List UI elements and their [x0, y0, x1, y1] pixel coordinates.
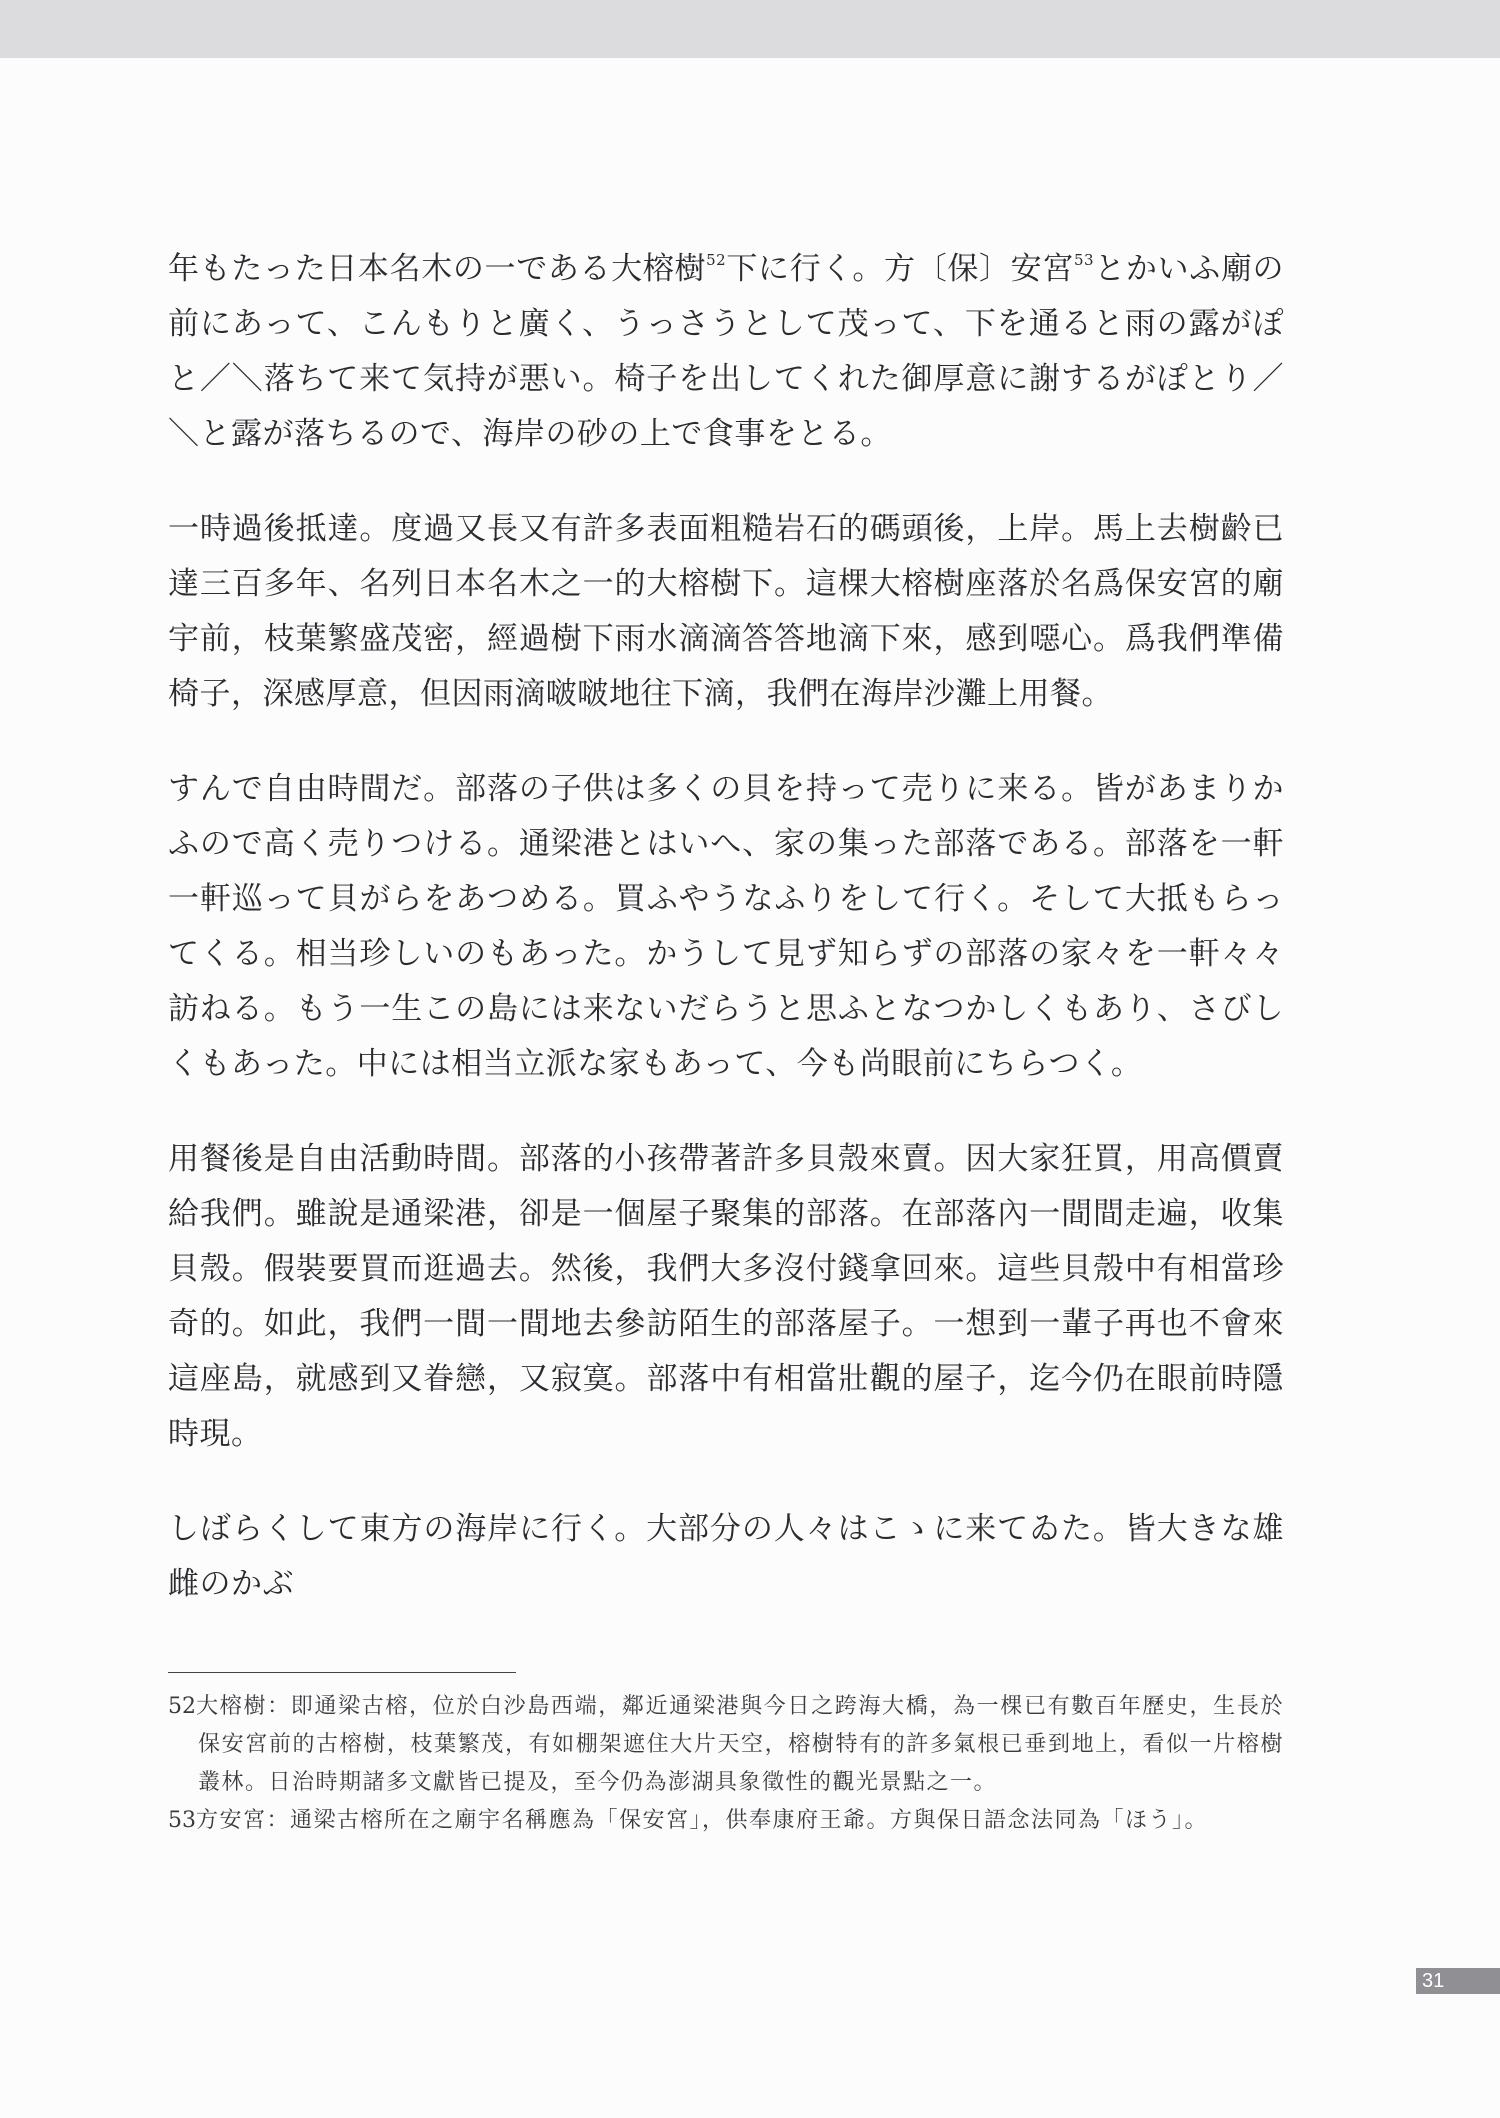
paragraph-chinese-2 [168, 1132, 1284, 1462]
footnote-52 [168, 1688, 1284, 1802]
footnote-text: 方安宮：通梁古榕所在之廟宇名稱應為「保安宮」，供奉康府王爺。方與保日語念法同為「ほう」。 [196, 1808, 1209, 1833]
text-segment: すんで自由時間だ。部落の子供は多くの貝を持って売りに来る。皆があまりかふので高く売りつける。通梁港とはいへ、家の集った部落である。部落を一軒一軒巡って貝がらをあつめる。買ふやうなふりをして行く。そして大抵もらってくる。相当珍しいのもあった。かうして見ず知らずの部落の家々を一軒々々訪ねる。もう一生この島には来ないだらうと思ふとなつかしくもあり、さびしくもあった。中には相当立派な家もあって、今も尚眼前にちらつく。 [168, 771, 1284, 1082]
paragraph-japanese-1 [168, 242, 1284, 462]
text-segment: しばらくして東方の海岸に行く。大部分の人々はこゝに来てゐた。皆大きな雄雌のかぶ [168, 1511, 1284, 1602]
paragraph-chinese-1 [168, 502, 1284, 722]
footnote-number: 52 [168, 1694, 196, 1719]
paragraph-japanese-3 [168, 1502, 1284, 1612]
top-band [0, 0, 1500, 58]
footnote-separator [168, 1672, 516, 1673]
page-number: 31 [1416, 1968, 1500, 1994]
footnote-53 [168, 1802, 1284, 1840]
footnote-ref-52[interactable]: 52 [706, 251, 727, 269]
text-segment: 下に行く。方〔保〕安宮 [726, 251, 1074, 287]
footnote-text: 大榕樹：即通梁古榕，位於白沙島西端，鄰近通梁港與今日之跨海大橋，為一棵已有數百年歷史，生長於保安宮前的古榕樹，枝葉繁茂，有如棚架遮住大片天空，榕樹特有的許多氣根已垂到地上，看似一片榕樹叢林。日治時期諸多文獻皆已提及，至今仍為澎湖具象徵性的觀光景點之一。 [196, 1694, 1284, 1795]
footnote-ref-53[interactable]: 53 [1073, 251, 1095, 269]
text-segment: 用餐後是自由活動時間。部落的小孩帶著許多貝殼來賣。因大家狂買，用高價賣給我們。雖說是通梁港，卻是一個屋子聚集的部落。在部落內一間間走遍，收集貝殼。假裝要買而逛過去。然後，我們大多沒付錢拿回來。這些貝殼中有相當珍奇的。如此，我們一間一間地去參訪陌生的部落屋子。一想到一輩子再也不會來這座島，就感到又眷戀，又寂寞。部落中有相當壯觀的屋子，迄今仍在眼前時隱時現。 [168, 1141, 1284, 1452]
paragraph-japanese-2 [168, 762, 1284, 1092]
footnotes [168, 1688, 1284, 1840]
text-segment: 年もたった日本名木の一である大榕樹 [168, 251, 707, 287]
text-segment: 一時過後抵達。度過又長又有許多表面粗糙岩石的碼頭後，上岸。馬上去樹齡已達三百多年、名列日本名木之一的大榕樹下。這棵大榕樹座落於名爲保安宮的廟宇前，枝葉繁盛茂密，經過樹下雨水滴滴答答地滴下來，感到噁心。爲我們準備椅子，深感厚意，但因雨滴啵啵地往下滴，我們在海岸沙灘上用餐。 [168, 511, 1284, 712]
body-text [168, 242, 1284, 1612]
footnote-number: 53 [168, 1808, 196, 1833]
text-segment: とかいふ廟の前にあって、こんもりと廣く、うっさうとして茂って、下を通ると雨の露がぽと／＼落ちて来て気持が悪い。椅子を出してくれた御厚意に謝するがぽとり／＼と露が落ちるので、海岸の砂の上で食事をとる。 [168, 251, 1285, 452]
